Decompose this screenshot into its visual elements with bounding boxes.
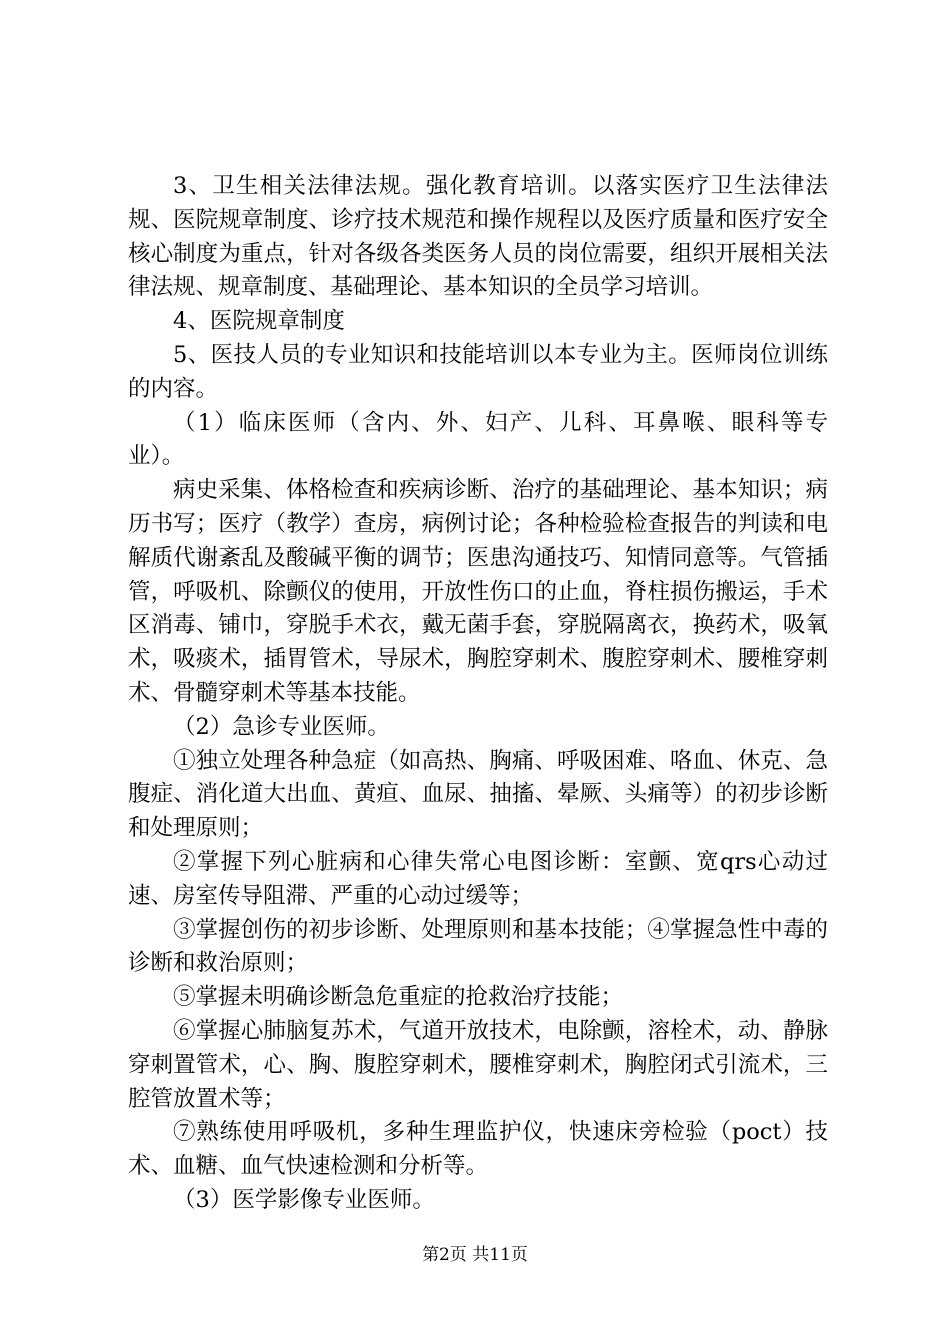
document-body [128, 170, 828, 1218]
paragraph-clinical-heading: （1）临床医师（含内、外、妇产、儿科、耳鼻喉、眼科等专业）。 [128, 409, 828, 470]
paragraph-law-training: 3、卫生相关法律法规。强化教育培训。以落实医疗卫生法律法规、医院规章制度、诊疗技术规范和操作规程以及医疗质量和医疗安全核心制度为重点，针对各级各类医务人员的岗位需要，组织开展相关法律法规、规章制度、基础理论、基本知识的全员学习培训。 [128, 173, 828, 301]
paragraph-hospital-rules: 4、医院规章制度 [173, 308, 345, 335]
page-number-footer: 第2页 共11页 [422, 1245, 528, 1265]
paragraph-tech-staff: 5、医技人员的专业知识和技能培训以本专业为主。医师岗位训练的内容。 [128, 341, 828, 402]
paragraph-emergency-2: ②掌握下列心脏病和心律失常心电图诊断：室颤、宽qrs心动过速、房室传导阻滞、严重的心动过缓等； [128, 848, 828, 909]
paragraph-emergency-5: ⑤掌握未明确诊断急危重症的抢救治疗技能； [173, 984, 624, 1011]
paragraph-emergency-heading: （2）急诊专业医师。 [173, 713, 390, 740]
paragraph-clinical-skills: 病史采集、体格检查和疾病诊断、治疗的基础理论、基本知识；病历书写；医疗（教学）查房，病例讨论；各种检验检查报告的判读和电解质代谢紊乱及酸碱平衡的调节；医患沟通技巧、知情同意等。气管插管，呼吸机、除颤仪的使用，开放性伤口的止血，脊柱损伤搬运，手术区消毒、铺巾，穿脱手术衣，戴无菌手套，穿脱隔离衣，换药术，吸氧术，吸痰术，插胃管术，导尿术，胸腔穿刺术、腹腔穿刺术、腰椎穿刺术、骨髓穿刺术等基本技能。 [128, 477, 828, 706]
paragraph-emergency-3-4: ③掌握创伤的初步诊断、处理原则和基本技能；④掌握急性中毒的诊断和救治原则； [128, 916, 828, 977]
paragraph-emergency-6: ⑥掌握心肺脑复苏术，气道开放技术，电除颤，溶栓术，动、静脉穿刺置管术，心、胸、腹腔穿刺术，腰椎穿刺术，胸腔闭式引流术，三腔管放置术等； [128, 1017, 828, 1112]
paragraph-imaging-heading: （3）医学影像专业医师。 [173, 1186, 435, 1213]
paragraph-emergency-1: ①独立处理各种急症（如高热、胸痛、呼吸困难、咯血、休克、急腹症、消化道大出血、黄疸、血尿、抽搐、晕厥、头痛等）的初步诊断和处理原则； [128, 747, 828, 842]
paragraph-emergency-7: ⑦熟练使用呼吸机，多种生理监护仪，快速床旁检验（poct）技术、血糖、血气快速检测和分析等。 [128, 1119, 828, 1180]
